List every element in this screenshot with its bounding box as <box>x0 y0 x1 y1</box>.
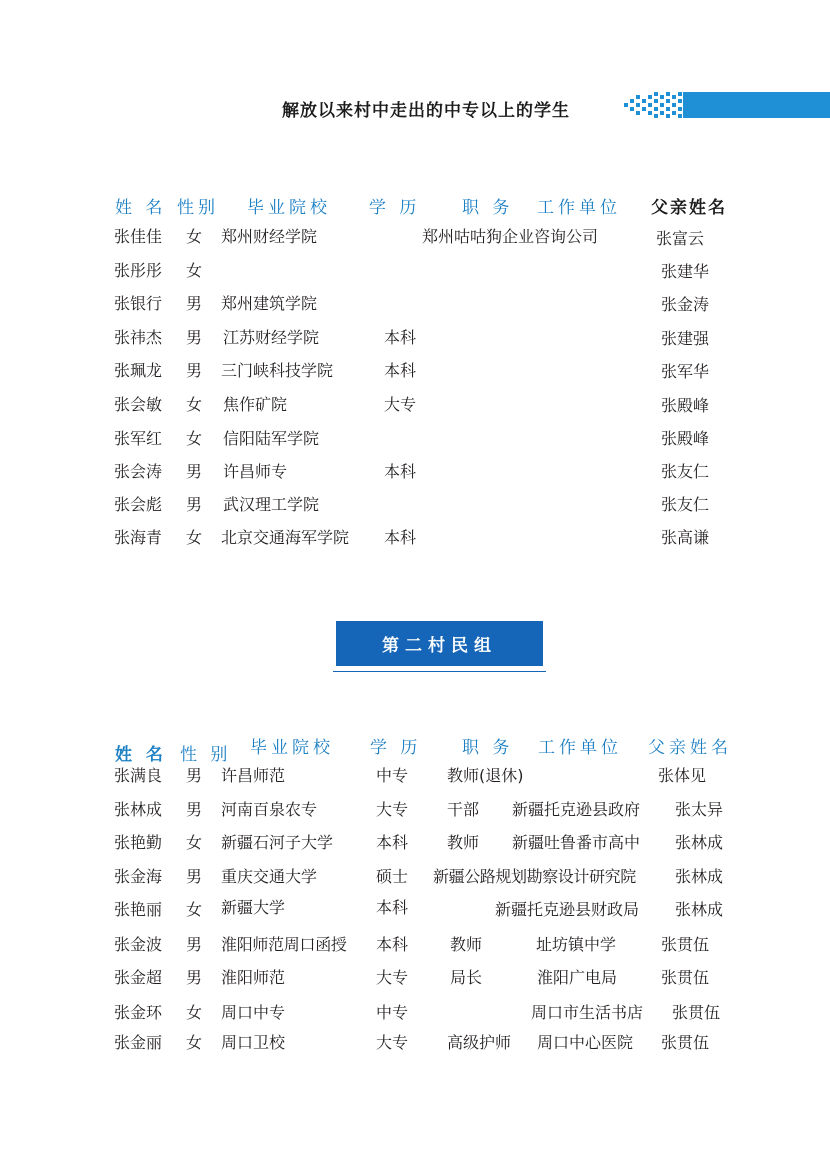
header-gender: 性 别 <box>180 745 232 765</box>
header-school: 毕业院校 <box>247 198 331 218</box>
cell-name: 张珮龙 <box>114 361 163 380</box>
cell-gender: 女 <box>186 528 203 547</box>
cell-school: 新疆大学 <box>221 898 286 917</box>
cell-degree: 本科 <box>384 361 417 380</box>
cell-name: 张海青 <box>114 528 163 547</box>
cell-name: 张金波 <box>114 935 163 954</box>
cell-employer: 新疆吐鲁番市高中 <box>512 833 641 852</box>
cell-name: 张金环 <box>114 1003 163 1022</box>
cell-father: 张军华 <box>661 362 710 381</box>
cell-name: 张艳勤 <box>114 833 163 852</box>
cell-employer: 周口市生活书店 <box>531 1003 644 1022</box>
cell-name: 张佳佳 <box>114 227 163 246</box>
cell-name: 张会敏 <box>114 395 163 414</box>
cell-gender: 女 <box>186 900 203 919</box>
cell-position: 高级护师 <box>447 1033 512 1052</box>
cell-father: 张殿峰 <box>661 396 710 415</box>
cell-degree: 中专 <box>376 1003 409 1022</box>
cell-degree: 大专 <box>376 968 409 987</box>
cell-school: 河南百泉农专 <box>221 800 318 819</box>
cell-father: 张贯伍 <box>661 968 710 987</box>
cell-father: 张殿峰 <box>661 429 710 448</box>
cell-school: 许昌师专 <box>223 462 288 481</box>
cell-father: 张建强 <box>661 329 710 348</box>
cell-school: 北京交通海军学院 <box>221 528 350 547</box>
cell-degree: 硕士 <box>376 867 409 886</box>
cell-employer: 新疆托克逊县财政局 <box>495 900 640 919</box>
header-name: 姓 名 <box>115 198 167 218</box>
header-school: 毕业院校 <box>250 738 334 758</box>
cell-name: 张彤彤 <box>114 261 163 280</box>
cell-name: 张金海 <box>114 867 163 886</box>
cell-father: 张贯伍 <box>672 1003 721 1022</box>
cell-employer: 淮阳广电局 <box>537 968 618 987</box>
cell-gender: 男 <box>186 800 203 819</box>
header-degree: 学 历 <box>370 738 422 758</box>
cell-school: 武汉理工学院 <box>223 495 320 514</box>
cell-position: 局长 <box>450 968 483 987</box>
cell-school: 焦作矿院 <box>223 395 288 414</box>
cell-gender: 女 <box>186 395 203 414</box>
cell-school: 郑州建筑学院 <box>221 294 318 313</box>
cell-school: 周口卫校 <box>221 1033 286 1052</box>
cell-gender: 女 <box>186 1003 203 1022</box>
cell-father: 张友仁 <box>661 495 710 514</box>
cell-gender: 男 <box>186 294 203 313</box>
header-position: 职 务 <box>462 738 514 758</box>
cell-father: 张友仁 <box>661 462 710 481</box>
cell-gender: 女 <box>186 1033 203 1052</box>
cell-gender: 女 <box>186 429 203 448</box>
cell-gender: 男 <box>186 766 203 785</box>
cell-gender: 女 <box>186 833 203 852</box>
cell-father: 张林成 <box>675 867 724 886</box>
section-label: 第二村民组 <box>336 621 543 666</box>
cell-degree: 本科 <box>376 935 409 954</box>
cell-school: 三门峡科技学院 <box>221 361 334 380</box>
cell-father: 张建华 <box>661 262 710 281</box>
cell-gender: 男 <box>186 867 203 886</box>
cell-school: 重庆交通大学 <box>221 867 318 886</box>
cell-father: 张林成 <box>675 833 724 852</box>
header-father: 父亲姓名 <box>651 198 727 218</box>
cell-school: 许昌师范 <box>221 766 286 785</box>
cell-degree: 本科 <box>376 833 409 852</box>
cell-school: 周口中专 <box>221 1003 286 1022</box>
cell-degree: 本科 <box>376 898 409 917</box>
cell-degree: 本科 <box>384 528 417 547</box>
cell-employer: 址坊镇中学 <box>536 935 617 954</box>
header-gender: 性别 <box>177 198 219 218</box>
page-title: 解放以来村中走出的中专以上的学生 <box>282 101 570 121</box>
cell-name: 张银行 <box>114 294 163 313</box>
cell-school: 淮阳师范 <box>221 968 286 987</box>
cell-gender: 男 <box>186 462 203 481</box>
cell-school: 郑州财经学院 <box>221 227 318 246</box>
cell-father: 张太异 <box>675 800 724 819</box>
cell-school: 淮阳师范周口函授 <box>221 935 347 954</box>
header-father: 父亲姓名 <box>648 738 732 758</box>
header-position: 职 务 <box>462 198 514 218</box>
header-employer: 工作单位 <box>537 198 621 218</box>
cell-employer: 周口中心医院 <box>537 1033 634 1052</box>
cell-school: 信阳陆军学院 <box>223 429 320 448</box>
cell-name: 张金超 <box>114 968 163 987</box>
cell-degree: 中专 <box>376 766 409 785</box>
checker-decoration <box>622 92 688 118</box>
cell-position: 教师 <box>447 833 480 852</box>
cell-degree: 大专 <box>384 395 417 414</box>
cell-gender: 男 <box>186 968 203 987</box>
cell-father: 张体见 <box>658 766 707 785</box>
cell-father: 张高谦 <box>661 528 710 547</box>
cell-school: 新疆石河子大学 <box>221 833 334 852</box>
cell-employer: 郑州咕咕狗企业咨询公司 <box>422 227 599 246</box>
cell-degree: 大专 <box>376 800 409 819</box>
cell-position: 教师 <box>450 935 483 954</box>
cell-name: 张会彪 <box>114 495 163 514</box>
cell-degree: 本科 <box>384 328 417 347</box>
cell-gender: 女 <box>186 227 203 246</box>
cell-name: 张祎杰 <box>114 328 163 347</box>
cell-gender: 男 <box>186 361 203 380</box>
cell-school: 江苏财经学院 <box>223 328 320 347</box>
cell-gender: 男 <box>186 935 203 954</box>
cell-name: 张满良 <box>114 766 163 785</box>
cell-employer: 新疆公路规划勘察设计研究院 <box>433 867 636 886</box>
cell-degree: 本科 <box>384 462 417 481</box>
cell-father: 张富云 <box>656 229 705 248</box>
cell-father: 张贯伍 <box>661 935 710 954</box>
cell-employer: 新疆托克逊县政府 <box>512 800 641 819</box>
cell-name: 张艳丽 <box>114 900 163 919</box>
header-name: 姓 名 <box>115 745 167 765</box>
cell-name: 张会涛 <box>114 462 163 481</box>
cell-name: 张林成 <box>114 800 163 819</box>
title-bar-decoration <box>688 92 830 118</box>
header-degree: 学 历 <box>369 198 421 218</box>
cell-position: 教师(退休) <box>447 766 524 785</box>
cell-gender: 男 <box>186 328 203 347</box>
cell-degree: 大专 <box>376 1033 409 1052</box>
cell-father: 张金涛 <box>661 295 710 314</box>
cell-gender: 女 <box>186 261 203 280</box>
cell-name: 张金丽 <box>114 1033 163 1052</box>
cell-father: 张贯伍 <box>661 1033 710 1052</box>
cell-father: 张林成 <box>675 900 724 919</box>
cell-position: 干部 <box>447 800 480 819</box>
header-employer: 工作单位 <box>538 738 622 758</box>
section-underline <box>333 671 546 672</box>
cell-name: 张军红 <box>114 429 163 448</box>
cell-gender: 男 <box>186 495 203 514</box>
